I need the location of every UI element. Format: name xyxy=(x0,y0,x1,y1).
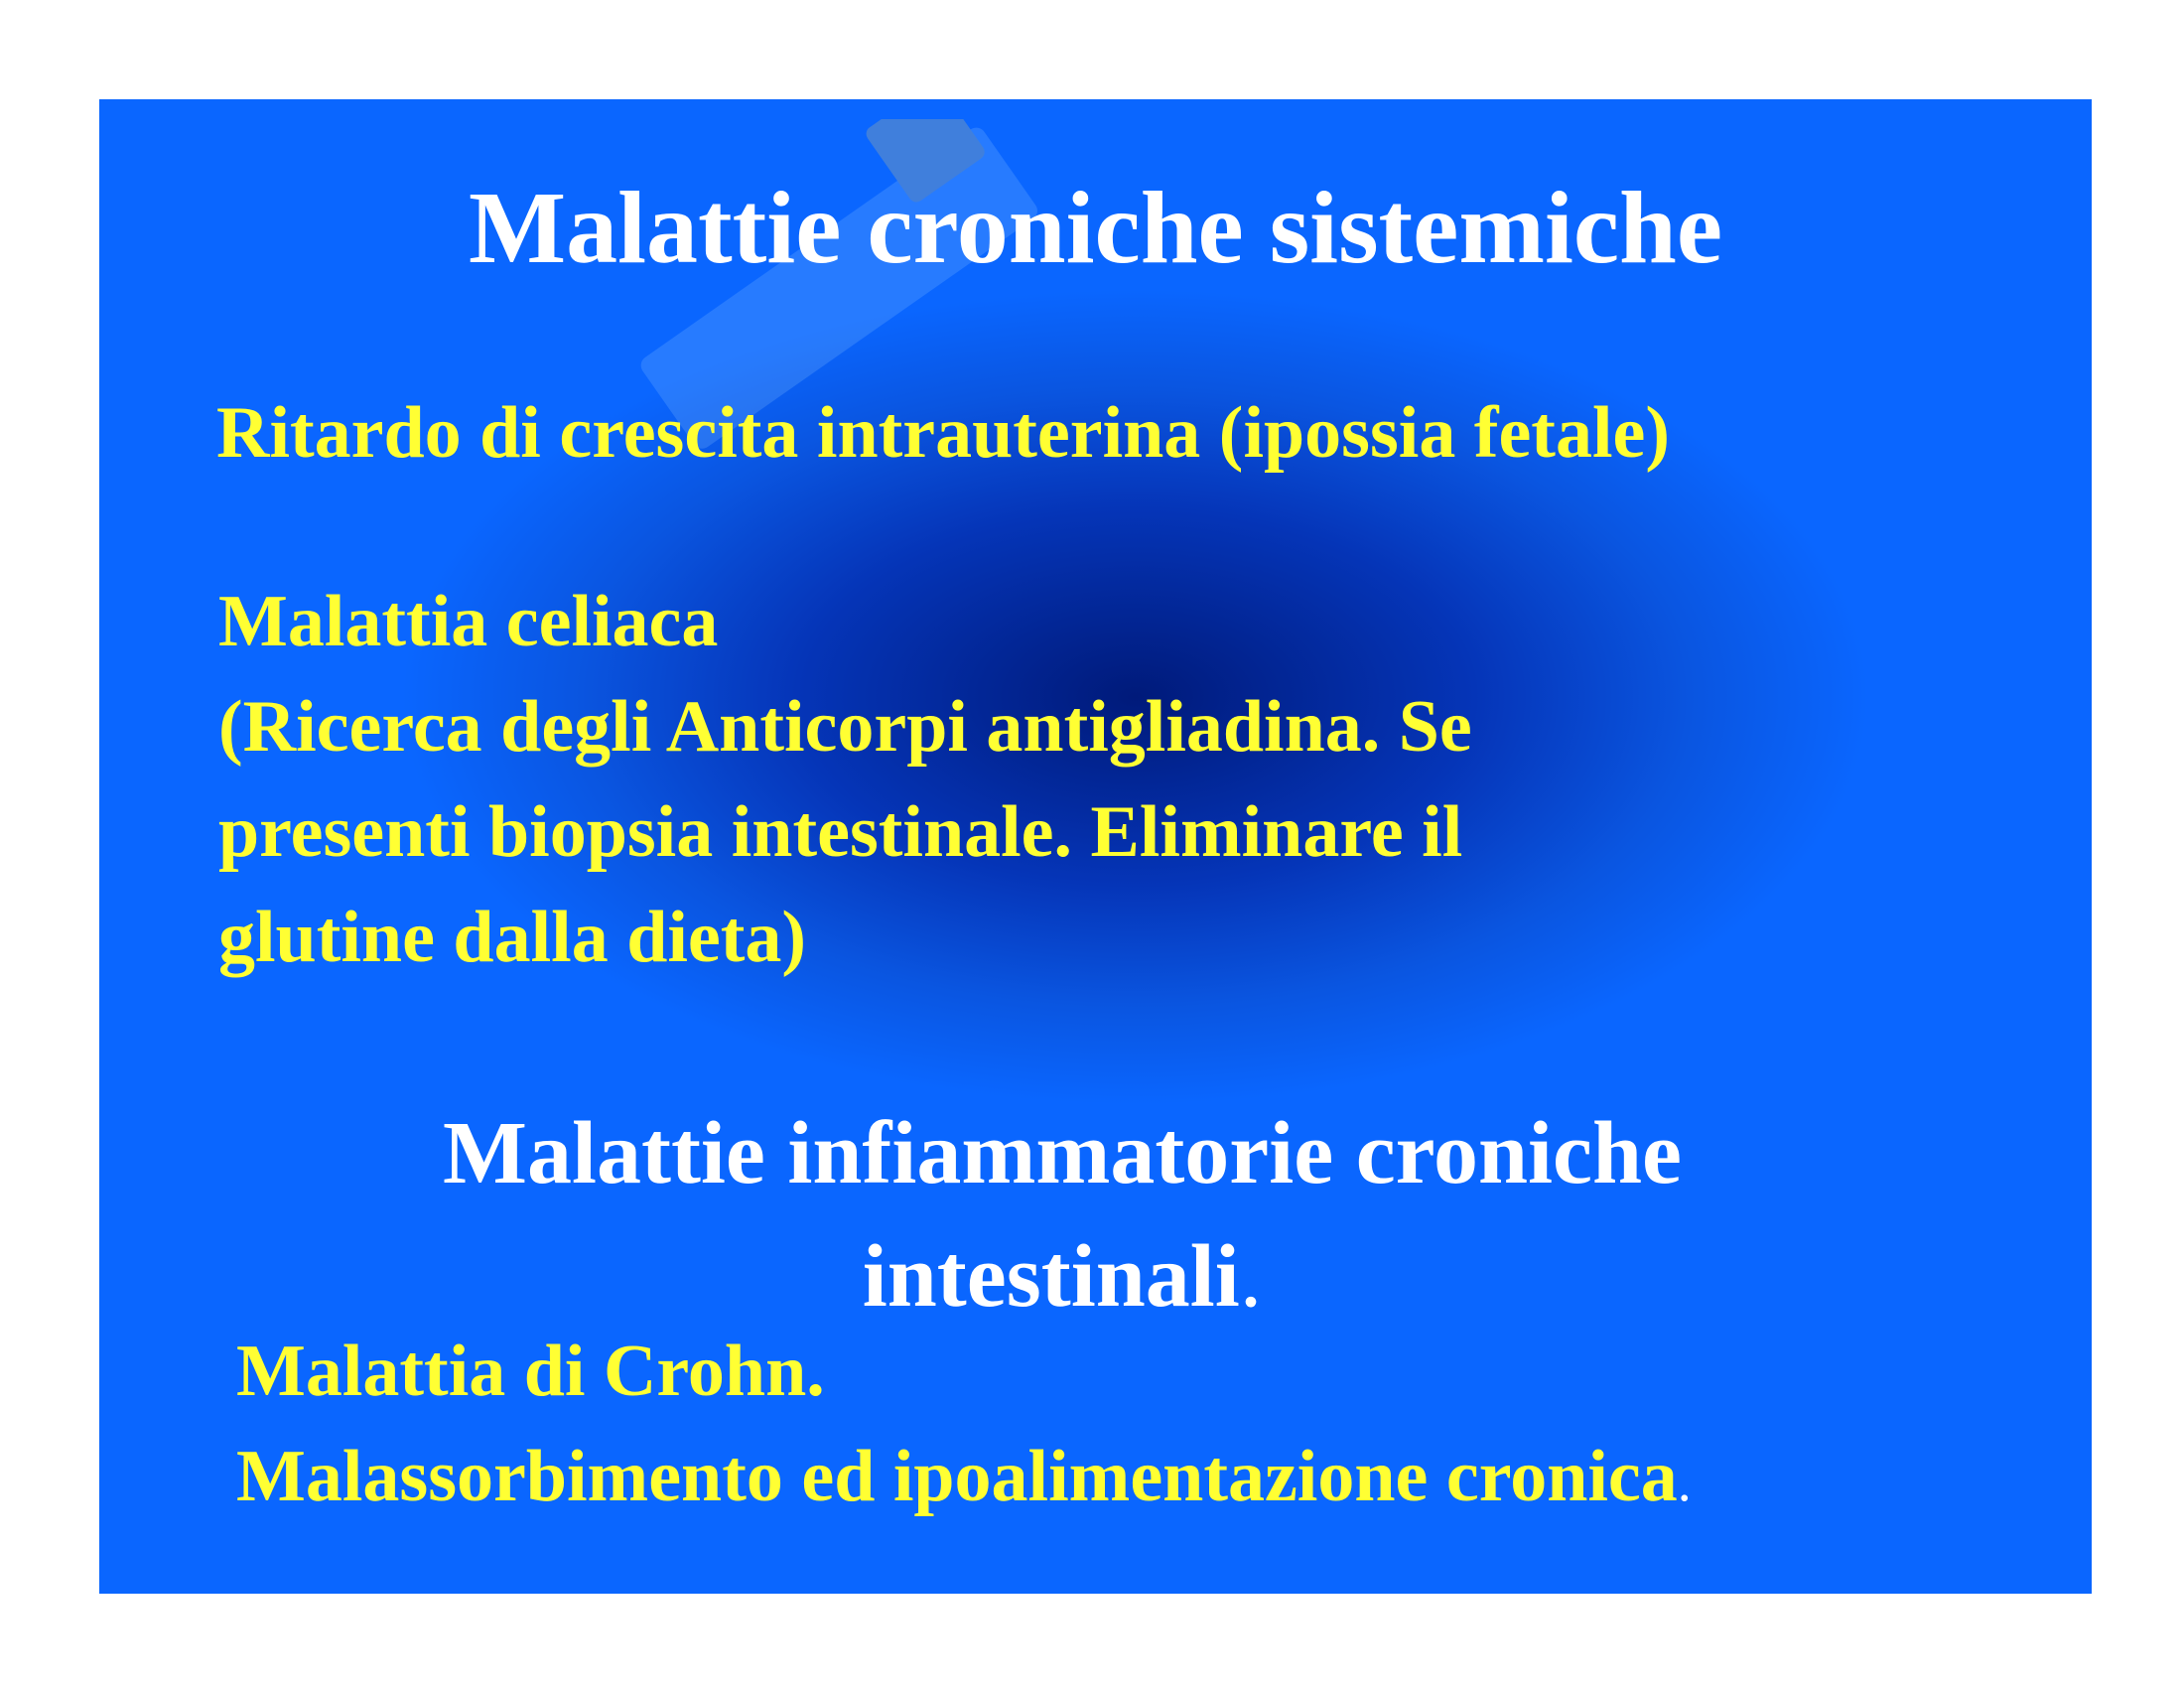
celiac-detail-line: presenti biopsia intestinale. Eliminare il xyxy=(218,791,1463,873)
slide xyxy=(99,99,2092,1594)
slide-title: Malattie croniche sistemiche xyxy=(468,171,1723,285)
item-intestinal-list xyxy=(236,1319,1692,1535)
item-growth-retardation: Ritardo di crescita intrauterina (ipossia fetale) xyxy=(216,392,1670,474)
malabsorption-period: . xyxy=(1677,1452,1692,1513)
item-celiac-disease xyxy=(218,569,1472,990)
subtitle-line-text: intestinali xyxy=(862,1227,1240,1326)
subtitle-line: Malattie infiammatorie croniche xyxy=(443,1104,1682,1202)
subtitle-period: . xyxy=(1239,1227,1263,1326)
celiac-detail-line: glutine dalla dieta) xyxy=(218,897,807,978)
malabsorption-text: Malassorbimento ed ipoalimentazione cronica xyxy=(236,1436,1678,1517)
celiac-detail-line: (Ricerca degli Anticorpi antigliadina. Se xyxy=(218,686,1472,768)
celiac-heading: Malattia celiaca xyxy=(218,581,719,662)
item-malabsorption xyxy=(236,1424,1692,1535)
section-subtitle xyxy=(367,1092,1757,1338)
item-crohn: Malattia di Crohn. xyxy=(236,1331,825,1412)
